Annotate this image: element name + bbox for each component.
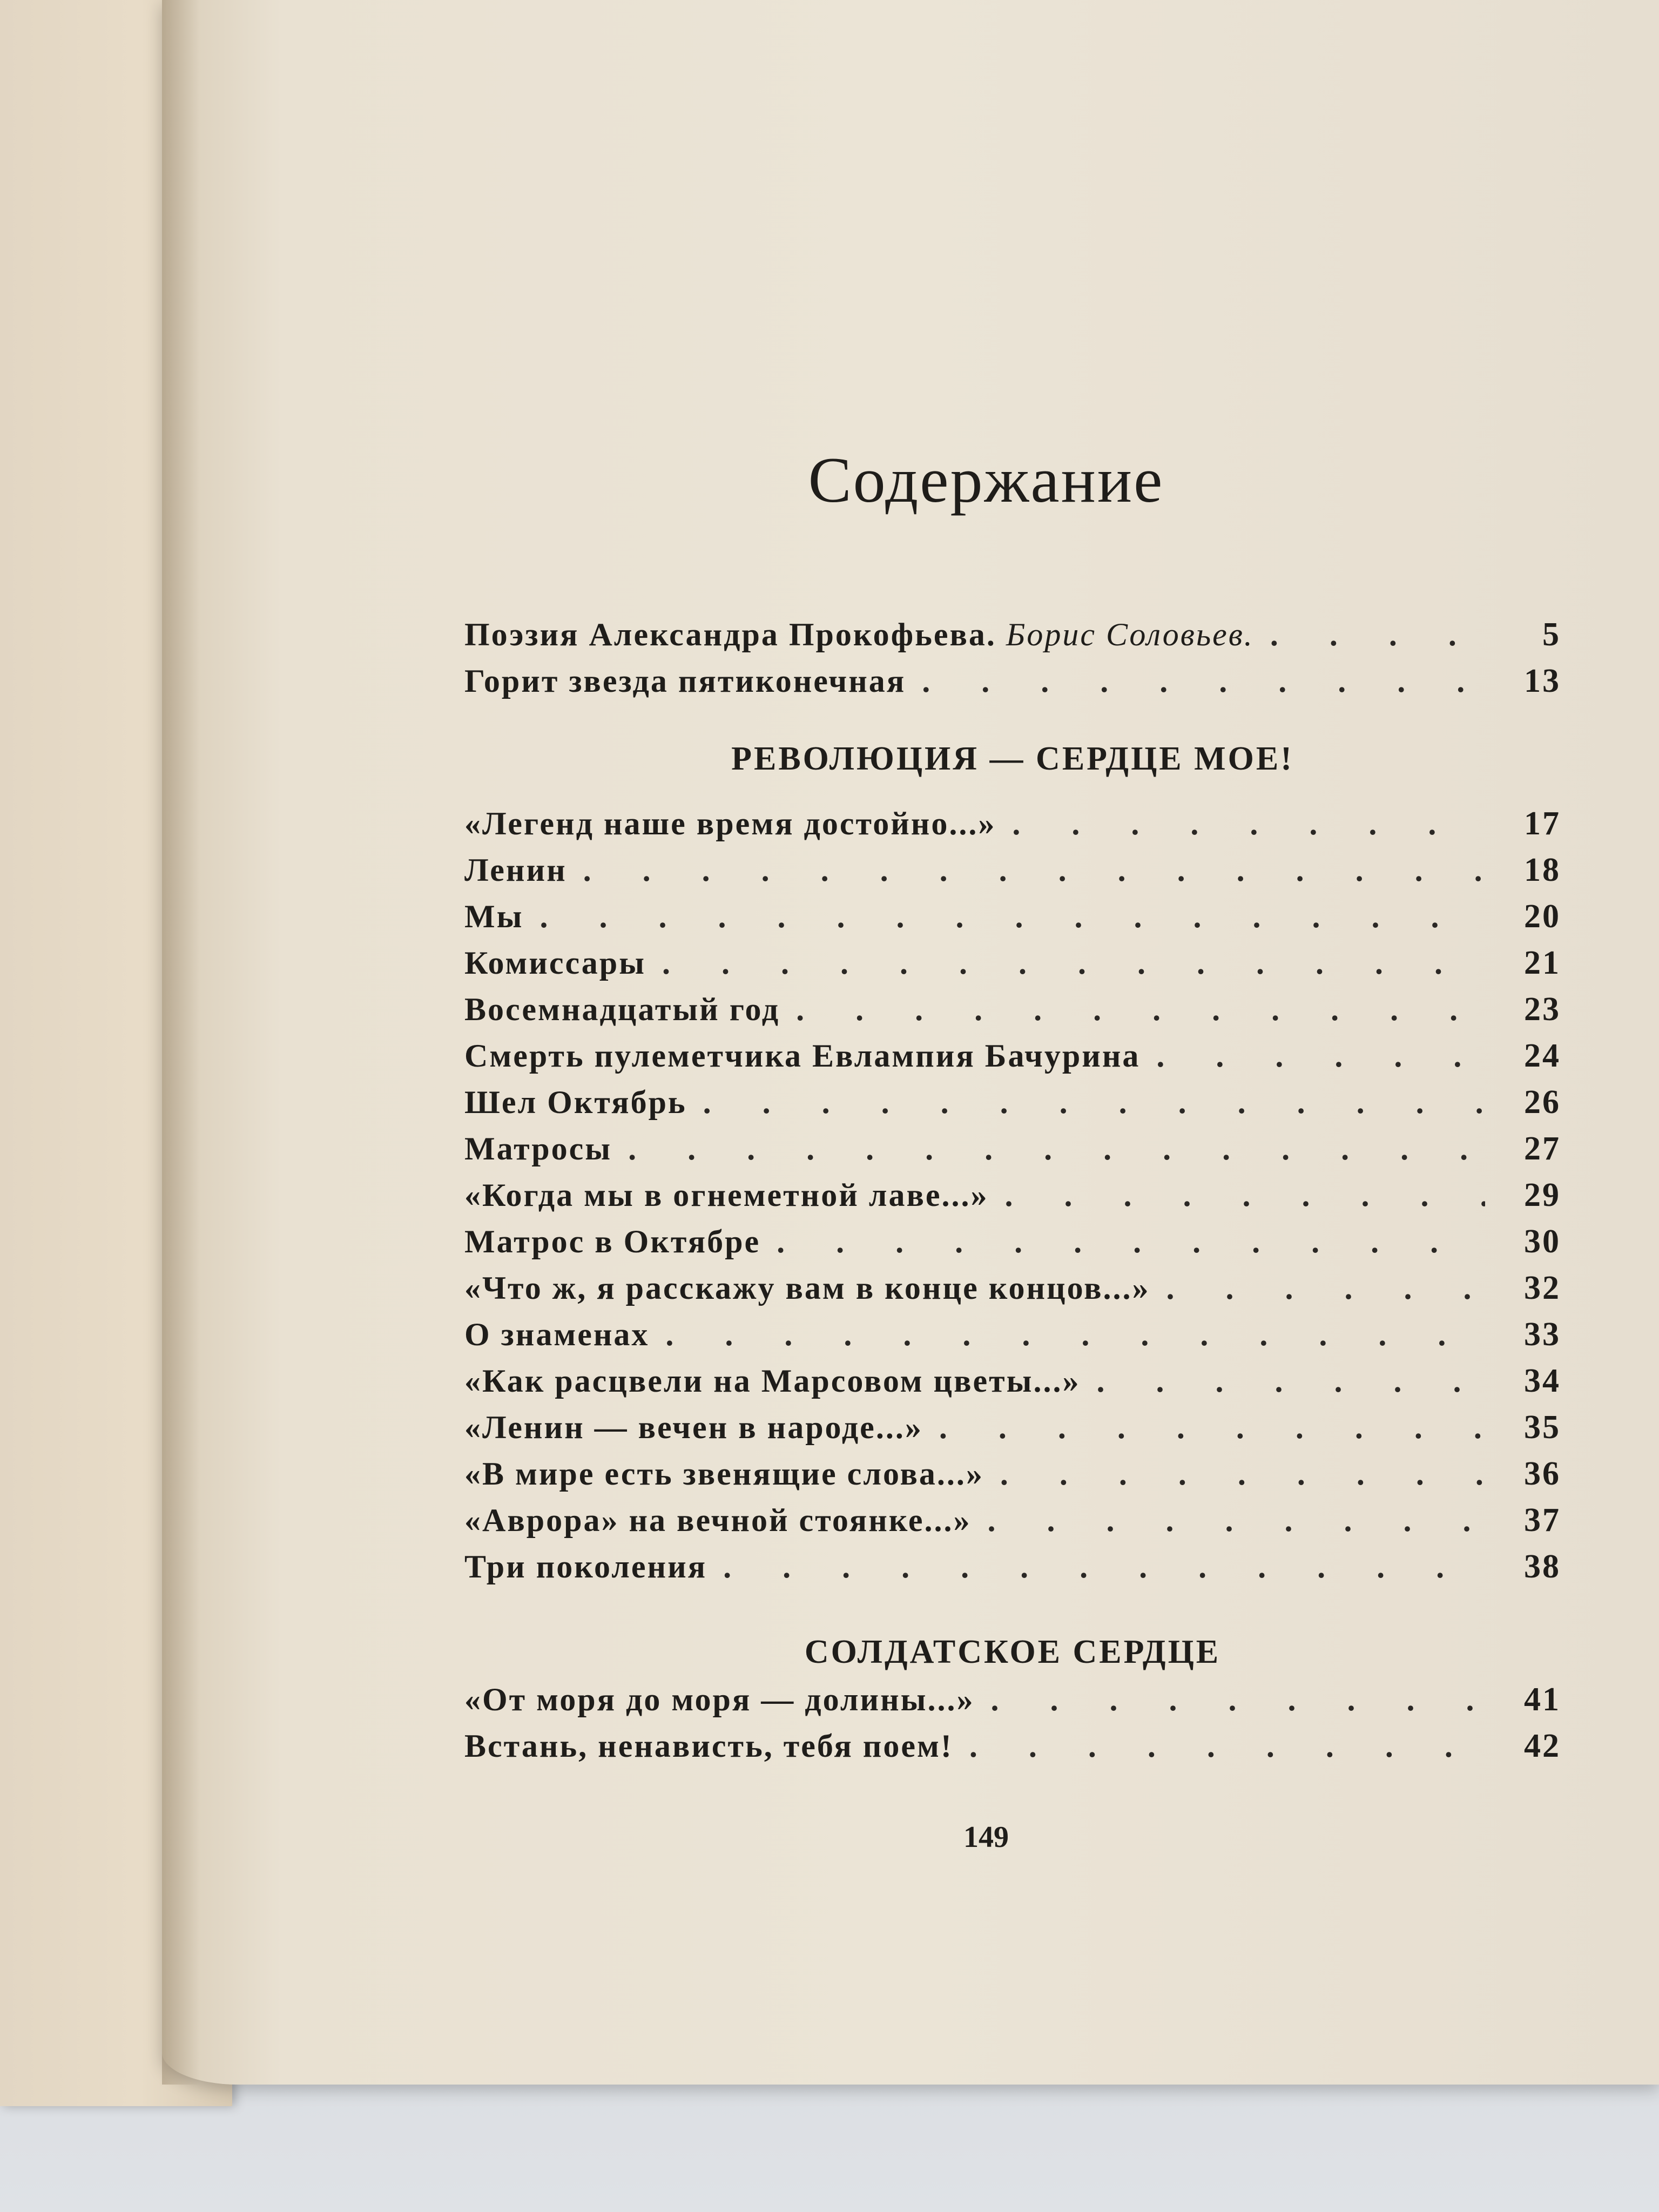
toc-entry — [464, 1130, 1561, 1176]
toc-page-number: 35 — [1524, 1409, 1561, 1446]
toc-page-number: 36 — [1524, 1455, 1561, 1492]
page-number: 149 — [963, 1820, 1009, 1854]
section-entries — [464, 805, 1561, 1594]
leader-dots — [1166, 1270, 1485, 1307]
leader-dots — [628, 1130, 1485, 1168]
toc-page-number: 17 — [1524, 805, 1561, 842]
toc-page-number: 24 — [1524, 1037, 1561, 1074]
leader-dots — [665, 1316, 1485, 1353]
toc-page-number: 20 — [1524, 898, 1561, 935]
toc-entry-title: «Что ж, я расскажу вам в конце концов...» — [464, 1270, 1150, 1306]
toc-entry — [464, 1548, 1561, 1594]
leader-dots — [922, 663, 1485, 700]
toc-entry-title: «Легенд наше время достойно...» — [464, 806, 996, 841]
toc-entry-title: Матрос в Октябре — [464, 1224, 761, 1259]
toc-entry — [464, 1501, 1561, 1548]
toc-entry — [464, 1362, 1561, 1408]
toc-entry-title: Смерть пулеметчика Евлампия Бачурина — [464, 1038, 1141, 1074]
leader-dots — [796, 991, 1485, 1028]
leader-dots — [539, 898, 1485, 935]
toc-entry — [464, 898, 1561, 944]
toc-entry — [464, 1455, 1561, 1501]
toc-entry-title: «В мире есть звенящие слова...» — [464, 1456, 984, 1492]
toc-entry-author: Борис Соловьев. — [1006, 617, 1254, 652]
toc-page-number: 27 — [1524, 1130, 1561, 1167]
toc-entry-title: Восемнадцатый год — [464, 992, 780, 1027]
leader-dots — [939, 1409, 1485, 1446]
leader-dots — [1005, 1177, 1486, 1214]
leader-dots — [1270, 616, 1485, 653]
toc-entry-title: «Аврора» на вечной стоянке...» — [464, 1502, 972, 1538]
toc-page-number: 23 — [1524, 991, 1561, 1028]
toc-page-number: 42 — [1524, 1728, 1561, 1764]
toc-entry — [464, 805, 1561, 851]
toc-entry — [464, 1408, 1561, 1455]
toc-entry-title: О знаменах — [464, 1317, 650, 1352]
toc-entry-title: «Ленин — вечен в народе...» — [464, 1410, 923, 1445]
leader-dots — [987, 1502, 1485, 1539]
toc-entry — [464, 1083, 1561, 1130]
toc-entry — [464, 1223, 1561, 1269]
toc-entry — [464, 990, 1561, 1037]
page-title: Содержание — [808, 444, 1164, 516]
toc-page-number: 18 — [1524, 852, 1561, 888]
toc-page-number: 29 — [1524, 1177, 1561, 1213]
toc-page-number: 34 — [1524, 1363, 1561, 1399]
toc-entry-title: Горит звезда пятиконечная — [464, 663, 906, 699]
leader-dots — [723, 1548, 1485, 1586]
toc-entry-title: Три поколения — [464, 1549, 707, 1584]
leader-dots — [1012, 805, 1485, 842]
toc-page-number: 38 — [1524, 1548, 1561, 1585]
toc-page-number: 26 — [1524, 1084, 1561, 1121]
section-entries — [464, 1681, 1561, 1773]
toc-entry-title: Встань, ненависть, тебя поем! — [464, 1728, 953, 1764]
toc-page-number: 41 — [1524, 1681, 1561, 1718]
table-of-contents — [464, 616, 1561, 1773]
toc-entry-title: Комиссары — [464, 945, 646, 981]
leader-dots — [703, 1084, 1485, 1121]
toc-entry — [464, 1681, 1561, 1727]
toc-entry-title: Мы — [464, 899, 524, 934]
toc-entry-title: Ленин — [464, 852, 567, 888]
leader-dots — [777, 1223, 1485, 1260]
toc-entry — [464, 616, 1561, 662]
toc-entry-title: «Когда мы в огнеметной лаве...» — [464, 1177, 989, 1213]
leader-dots — [969, 1728, 1485, 1765]
leader-dots — [1156, 1037, 1485, 1075]
toc-entry — [464, 1727, 1561, 1773]
page-gutter-shadow — [162, 0, 200, 2085]
toc-entry-title: Матросы — [464, 1131, 612, 1166]
toc-entry — [464, 944, 1561, 990]
toc-page-number: 37 — [1524, 1502, 1561, 1539]
leader-dots — [583, 852, 1485, 889]
leader-dots — [1000, 1455, 1485, 1493]
section-heading: РЕВОЛЮЦИЯ — СЕРДЦЕ МОЕ! — [731, 740, 1294, 777]
toc-page-number: 32 — [1524, 1270, 1561, 1306]
book-page — [162, 0, 1659, 2085]
toc-page-number: 21 — [1524, 945, 1561, 981]
leader-dots — [1096, 1363, 1485, 1400]
toc-page-number: 30 — [1524, 1223, 1561, 1260]
leader-dots — [991, 1681, 1485, 1718]
toc-page-number: 33 — [1524, 1316, 1561, 1353]
toc-entry-title: «От моря до моря — долины...» — [464, 1682, 975, 1717]
toc-page-number: 13 — [1524, 663, 1561, 699]
toc-entry — [464, 1269, 1561, 1316]
toc-entry-title: Шел Октябрь — [464, 1084, 687, 1120]
leader-dots — [662, 945, 1485, 982]
toc-entry — [464, 1316, 1561, 1362]
section-heading: СОЛДАТСКОЕ СЕРДЦЕ — [804, 1634, 1221, 1670]
toc-entry — [464, 851, 1561, 898]
toc-entry — [464, 1037, 1561, 1083]
toc-entry — [464, 1176, 1561, 1223]
toc-entry — [464, 662, 1561, 709]
toc-entry-title: Поэзия Александра Прокофьева. — [464, 617, 996, 652]
toc-entry-title: «Как расцвели на Марсовом цветы...» — [464, 1363, 1081, 1399]
toc-page-number: 5 — [1542, 616, 1561, 653]
